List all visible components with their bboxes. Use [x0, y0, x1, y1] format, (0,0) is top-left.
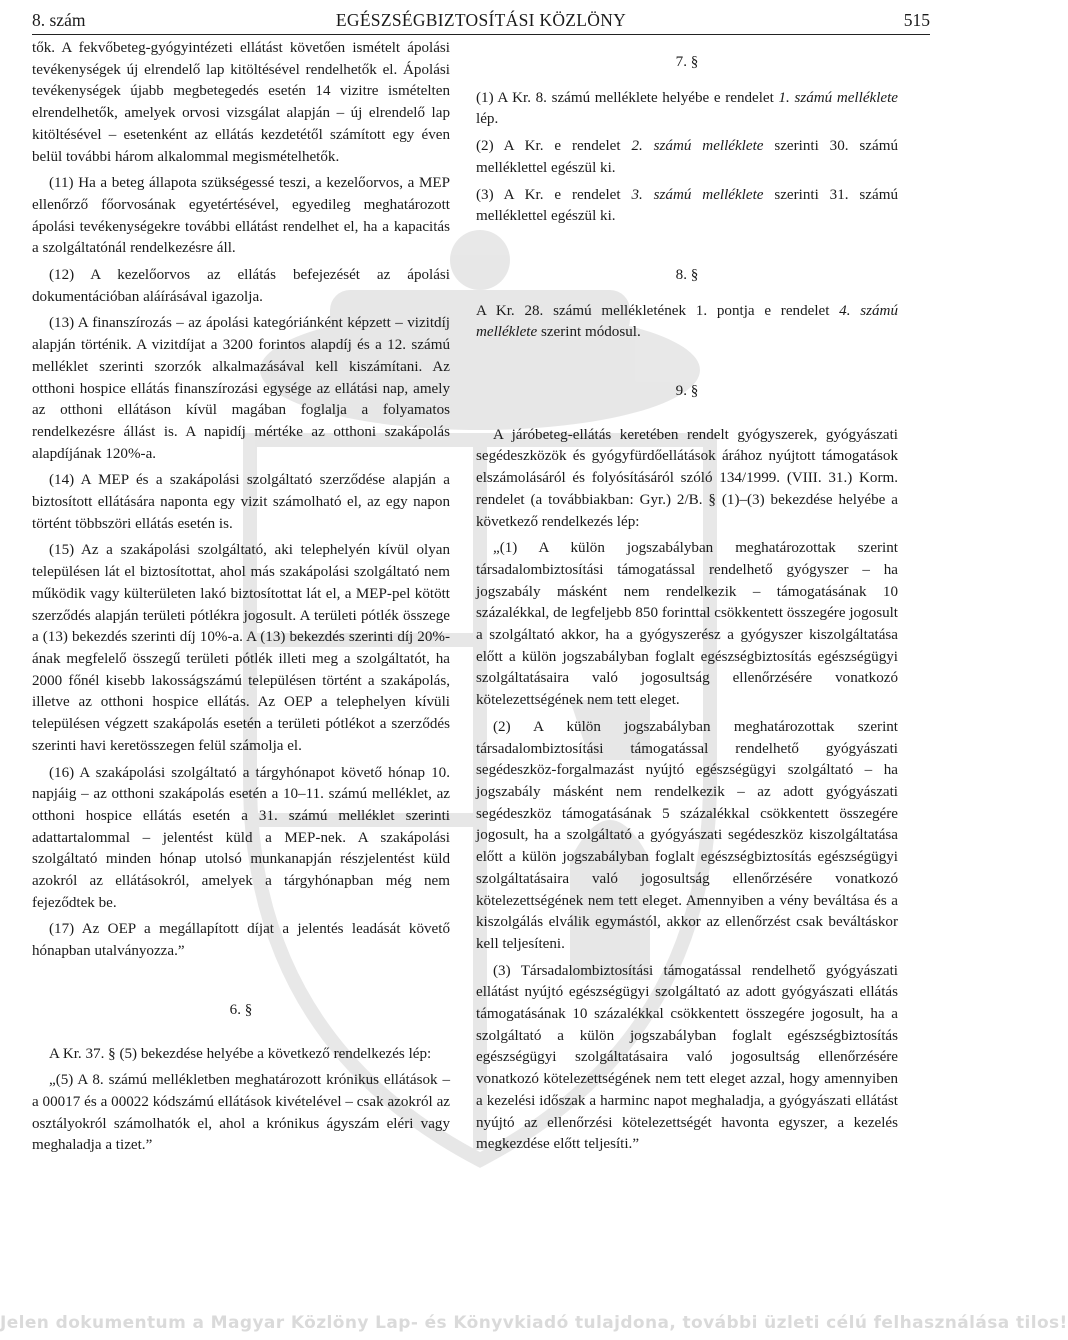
paragraph-14: (14) A MEP és a szakápolási szolgáltató szerződése alapján a biztosított ellátására naponta egy vizit számolható el, az egy napon történt többszöri ellátás esetén is.	[32, 472, 450, 532]
section-7-item-3: (3) A Kr. e rendelet 3. számú melléklete szerinti 31. számú melléklettel egészül ki.	[476, 186, 898, 225]
section-8-text: A Kr. 28. számú mellékletének 1. pontja e rendelet 4. számú melléklete szerint módosul.	[476, 302, 898, 341]
paragraph-16: (16) A szakápolási szolgáltató a tárgyhónapot követő hónap 10. napjáig – az otthoni szakápolás esetén a 10–11. számú melléklet, az otthoni hospice ellátás esetén a 31. számú melléklet szerinti adattartalommal – jelentést küld a MEP-nek. A szakápolási szolgáltató minden hónap utolsó munkanapján részjelentést küld azokról az ellátásokról, amelyek a tárgyhónapban még nem fejeződtek be.	[32, 764, 450, 911]
section-7-item-1: (1) A Kr. 8. számú melléklete helyébe e rendelet 1. számú melléklete lép.	[476, 89, 899, 128]
annex-ref-1: 1. számú melléklete	[778, 89, 899, 106]
paragraph-11: (11) Ha a beteg állapota szükségessé teszi, a kezelőorvos, a MEP ellenőrző főorvosának egyetértésével, egyedileg meghatározott ápolási tevékenységekre további ellátást rendelhet el, ha a kapacitás a szolgáltatónál rendelkezésre áll.	[32, 175, 450, 257]
section-6-intro: A Kr. 37. § (5) bekezdése helyébe a következő rendelkezés lép:	[49, 1045, 432, 1062]
paragraph-17: (17) Az OEP a megállapított díjat a jelentés leadását követő hónapban utalványozza.”	[32, 921, 450, 960]
section-heading-7: 7. §	[675, 54, 699, 70]
section-heading-8: 8. §	[675, 266, 699, 283]
paragraph-13: (13) A finanszírozás – az ápolási kategóriánként képzett – vizitdíj alapján történik. A vizitdíjat a 3200 forintos alapdíj és a 12. számú melléklet szerinti szorzók alkalmazásával kell kiszámítani. Az otthoni hospice ellátás finanszírozási egysége az ellátási nap, amely az otthoni ellátáson kívül magában foglalja a folyamatos rendelkezésre állást is. A napidíj mértéke az otthoni szakápolás alapdíjának 120%-a.	[32, 315, 450, 462]
paragraph-12: (12) A kezelőorvos az ellátás befejezését az ápolási dokumentációban aláírásával igazolja.	[32, 267, 450, 305]
journal-title: EGÉSZSÉGBIZTOSÍTÁSI KÖZLÖNY	[335, 10, 627, 30]
page-header	[32, 8, 930, 35]
section-9-par-1: „(1) A külön jogszabályban meghatározottak szerint társadalombiztosítási támogatással rendelhető gyógyszer – ha jogszabály másként nem rendelkezik – támogatásának 10 százalékkal, de legfeljebb 850 forinttal csökkentett összegére jogosult a szolgáltató akkor, ha a gyógyszerész a gyógyszer kiszolgáltatása előtt a külön jogszabályban foglalt egészségbiztosítás egészségügyi szolgáltatásaira való jogosultság ellenőrzésére vonatkozó kötelezettségének nem tett eleget.	[476, 540, 898, 709]
section-6-quote: „(5) A 8. számú mellékletben meghatározott krónikus ellátások – a 00017 és a 00022 kódszámú ellátások kivételével – csak azokról az osztályokról számolhatók el, ahol a krónikus ágyszám eléri vagy meghaladja a tizet.”	[32, 1072, 450, 1154]
copyright-watermark: Jelen dokumentum a Magyar Közlöny Lap- és Könyvkiadó tulajdona, további üzleti célú felhasználása tilos!	[0, 1313, 1068, 1333]
section-9-par-2: (2) A külön jogszabályban meghatározottak szerint társadalombiztosítási támogatással rendelhető gyógyászati segédeszköz-forgalmazást nyújtó egészségügyi szolgáltató – ha jogszabály másként nem rendelkezik – az adott gyógyászati segédeszköz támogatásának 5 százalékkal csökkentett összegére jogosult, ha a szolgáltató a gyógyászati segédeszköz kiszolgáltatása előtt a külön jogszabályban foglalt egészségbiztosítás egészségügyi szolgáltatásaira való jogosultság ellenőrzésére vonatkozó kötelezettségének nem tett eleget. Amennyiben a vény beváltása és a kiszolgálás elválik egymástól, akkor az ellenőrzést csak beváltáskor kell teljesíteni.	[476, 718, 898, 952]
page-number: 515	[903, 10, 930, 30]
annex-ref-4: 4. számú melléklete	[476, 302, 898, 341]
issue-number: 8. szám	[32, 10, 86, 30]
section-9-par-3: (3) Társadalombiztosítási támogatással rendelhető gyógyászati ellátást nyújtó egészségügyi szolgáltató az adott gyógyászati ellátás támogatásának 10 százalékkal csökkentett összegére jogosult, ha a szolgáltató a külön jogszabályban foglalt egészségbiztosítás egészségügyi szolgáltatásaira való jogosultság ellenőrzésére vonatkozó kötelezettségének nem tett eleget azzal, hogy amennyiben a kezelési időszak a harminc napot meghaladja, a gyógyászati ellátást nyújtó az ellenőrzési kötelezettségét havonta egyszer, a kezelés megkezdése előtt teljesíti.”	[476, 962, 898, 1153]
section-7-item-2: (2) A Kr. e rendelet 2. számú melléklete szerinti 30. számú melléklettel egészül ki.	[476, 138, 898, 176]
annex-ref-3: 3. számú melléklete	[631, 186, 764, 203]
paragraph-continuation: tők. A fekvőbeteg-gyógyintézeti ellátást követően ismételt ápolási tevékenységek új elrendelő lap kitöltésével rendelhetők el. Ápolási tevékenységek újabb megbetegedés esetén 14 vizitre ismételten elrendelhetők, amelyek orvosi vizsgálat alapján – új elrendelő lap kitöltésével – esetenként az ellátás kezdetétől számított egy éven belül további három alkalommal megismételhetők.	[32, 40, 450, 165]
section-heading-9: 9. §	[675, 383, 699, 400]
annex-ref-2: 2. számú melléklete	[631, 138, 764, 155]
section-9-intro: A járóbeteg-ellátás keretében rendelt gyógyszerek, gyógyászati segédeszközök és gyógyfürdőellátások árához nyújtott támogatások elszámolásáról és folyósításáról szóló 134/1999. (VIII. 31.) Korm. rendelet (a továbbiakban: Gyr.) 2/B. § (1)–(3) bekezdése helyébe a következő rendelkezés lép:	[476, 426, 898, 530]
right-column	[476, 38, 898, 1161]
paragraph-15: (15) Az a szakápolási szolgáltató, aki telephelyén kívül olyan településen lát el biztosítottat, ahol más szakápolási szolgáltató nem működik vagy külterületen lakó biztosítottat lát el, a MEP-pel kötött szerződés alapján területi pótlékra jogosult. A területi pótlék összege a (13) bekezdés szerinti díj 10%-a. A (13) bekezdés szerinti díj 20%-ának megfelelő összegű területi pótlék illeti meg a szolgáltatót, ha 2000 főnél kisebb lakosságszámú településen történt a szakápolás, illetve az otthoni hospice ellátás. Az OEP a telephelyen kívüli településen végzett szakápolás esetén a területi pótlékot a szerződés szerinti havi keretösszegen felül számolja el.	[32, 542, 450, 754]
section-heading-6: 6. §	[229, 1001, 253, 1018]
left-column	[32, 38, 450, 1162]
